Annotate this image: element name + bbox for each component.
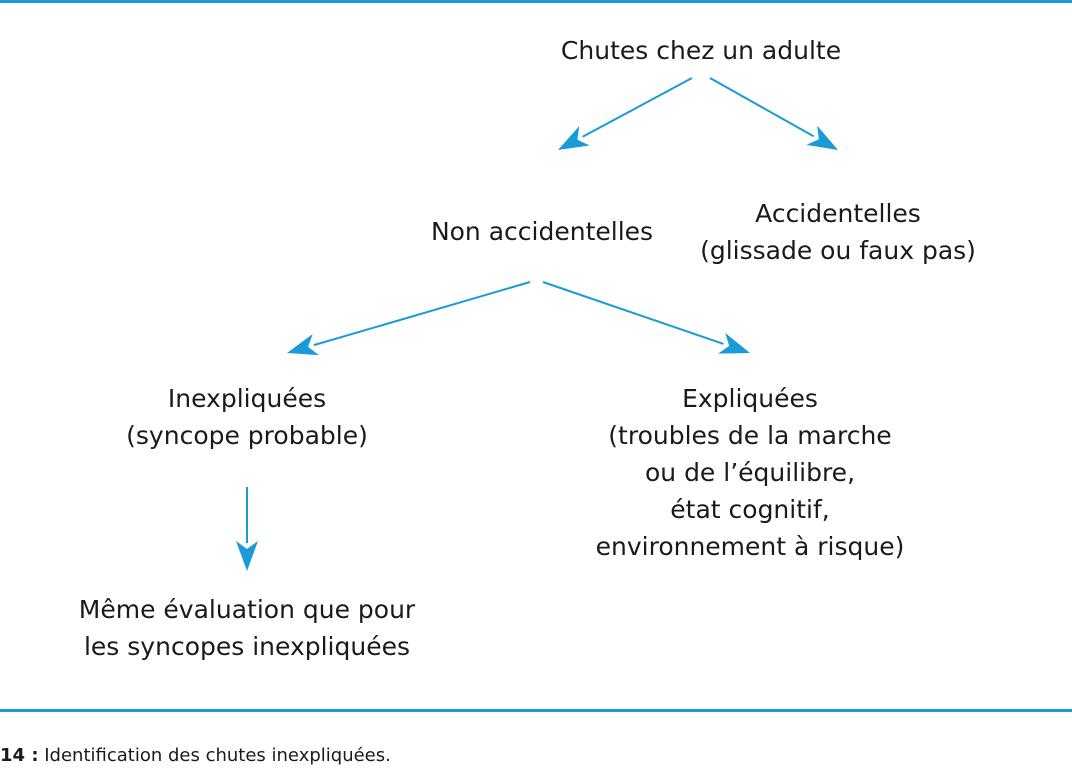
- arrow-head: [806, 126, 838, 150]
- caption-number: 14 :: [0, 745, 39, 766]
- caption-text: Identification des chutes inexpliquées.: [38, 745, 391, 766]
- node-explained: Expliquées (troubles de la marche ou de l’équilibre, état cognitif, environnement à risque): [595, 384, 905, 561]
- node-unexplained: Inexpliquées (syncope probable): [126, 384, 368, 450]
- arrow-unexplained-to-evaluation: [236, 487, 258, 571]
- node-non-accidental: Non accidentelles: [430, 217, 654, 246]
- arrow-non-accidental-to-explained: [543, 282, 750, 354]
- bottom-rule: [0, 709, 1072, 712]
- arrow-root-to-non-accidental: [558, 78, 692, 150]
- node-evaluation: Même évaluation que pour les syncopes inexpliquées: [78, 595, 416, 661]
- node-accidental: Accidentelles (glissade ou faux pas): [700, 199, 976, 265]
- arrow-shaft: [543, 282, 724, 344]
- arrow-shaft: [583, 78, 692, 137]
- node-root: Chutes chez un adulte: [560, 36, 842, 65]
- arrow-head: [236, 541, 258, 571]
- arrow-head: [558, 126, 590, 150]
- arrow-shaft: [314, 282, 530, 345]
- figure-caption: [0, 744, 391, 768]
- arrow-root-to-accidental: [710, 78, 838, 150]
- arrow-non-accidental-to-unexplained: [287, 282, 530, 355]
- arrow-shaft: [710, 78, 814, 136]
